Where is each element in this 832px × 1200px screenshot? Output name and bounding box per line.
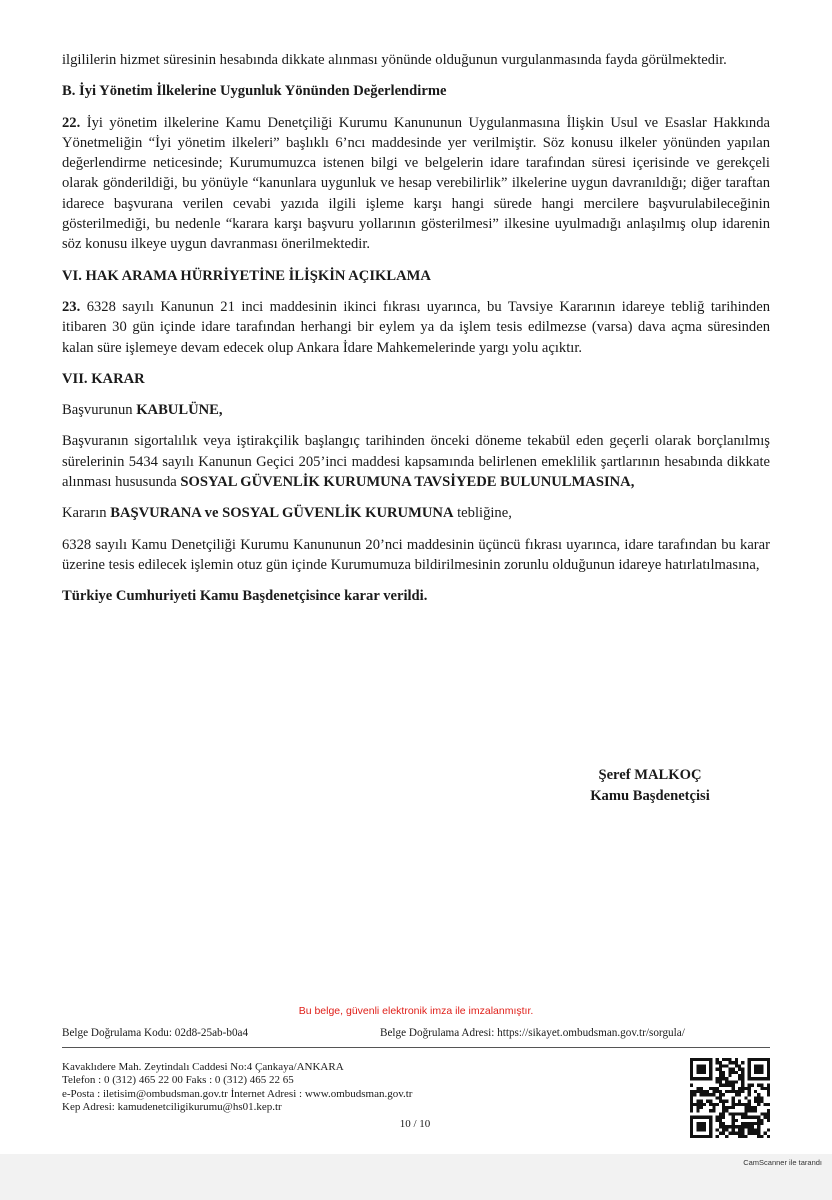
decision-bold: KABULÜNE, <box>136 402 223 419</box>
paragraph-text: İyi yönetim ilkelerine Kamu Denetçiliği Kurumu Kanununun Uygulanmasına İlişkin Usul ve Esaslar Hakkında Yönetmeliğin “İyi yönetim ilkeleri” başlıklı 6’ncı maddesinde yer verilmiştir. Söz konusu ilkeler yönünden yapılan değerlendirme neticesinde; Kurumumuzca istenen bilgi ve belgelerin idare tarafından süresi içerisinde ve gerekçeli olarak gönderildiği, bu yönüyle “kanunlara uygunluk ve hesap verebilirlik” ilkelerine uygun davranıldığı; diğer taraftan idarece başvurana verilen cevabi yazıda ilgili işleme karşı hangi sürede hangi mercilere başvurulabileceğinin gösterilmediği, bu nedenle “karara karşı başvuru yollarının gösterilmesi” ilkesine uyulmadığı anlaşılmış olup idarenin söz konusu ilkeye uygun davranması önerilmektedir. <box>62 114 770 253</box>
decision-text: tebliğine, <box>453 505 512 522</box>
decision-acceptance <box>62 400 770 420</box>
decision-text: Kararın <box>62 505 111 522</box>
paragraph-22 <box>62 113 770 255</box>
contact-address: Kavaklıdere Mah. Zeytindalı Caddesi No:4 Çankaya/ANKARA <box>62 1061 344 1073</box>
closing-statement: Türkiye Cumhuriyeti Kamu Başdenetçisince karar verildi. <box>62 588 428 605</box>
contact-kep: Kep Adresi: kamudenetciligikurumu@hs01.kep.tr <box>62 1101 282 1114</box>
scanner-label: CamScanner ile tarandı <box>743 1158 822 1167</box>
section-heading-vi: VI. HAK ARAMA HÜRRİYETİNE İLİŞKİN AÇIKLAMA <box>62 267 431 284</box>
decision-reminder: 6328 sayılı Kamu Denetçiliği Kurumu Kanununun 20’nci maddesinin üçüncü fıkrası uyarınca, idare tarafından bu karar üzerine tesis edilecek işlemin otuz gün içinde Kurumumuza bildirilmesinin zorunlu olduğunun idareye hatırlatılmasına, <box>62 536 770 573</box>
section-heading-vii: VII. KARAR <box>62 370 145 387</box>
contact-phone-fax: Telefon : 0 (312) 465 22 00 Faks : 0 (312) 465 22 65 <box>62 1074 294 1087</box>
section-heading-b: B. İyi Yönetim İlkelerine Uygunluk Yönünden Değerlendirme <box>62 83 447 100</box>
esignature-note: Bu belge, güvenli elektronik imza ile imzalanmıştır. <box>298 1005 534 1017</box>
footer-divider <box>62 1047 770 1048</box>
decision-recommendation <box>62 431 770 492</box>
signature-block <box>565 765 735 807</box>
decision-text: Başvuranın sigortalılık veya iştirakçilik başlangıç tarihinden önceki döneme tekabül eden geçerli olarak borçlanılmış sürelerinin 5434 sayılı Kanunun Geçici 205’inci maddesi kapsamında belirlenen emeklilik şartlarının hesabında dikkate alınması hususunda <box>62 433 770 491</box>
decision-bold: SOSYAL GÜVENLİK KURUMUNA TAVSİYEDE BULUNULMASINA, <box>180 474 635 491</box>
paragraph-number: 22. <box>62 114 81 131</box>
verification-code: Belge Doğrulama Kodu: 02d8-25ab-b0a4 <box>62 1027 249 1039</box>
contact-block <box>62 1061 482 1115</box>
signatory-name: Şeref MALKOÇ <box>598 767 702 783</box>
signatory-title: Kamu Başdenetçisi <box>590 788 710 804</box>
scanner-bar <box>0 1154 832 1200</box>
decision-notification <box>62 503 770 523</box>
qr-code-icon[interactable] <box>690 1058 770 1138</box>
document-body <box>62 50 770 607</box>
paragraph-text: 6328 sayılı Kanunun 21 inci maddesinin ikinci fıkrası uyarınca, bu Tavsiye Kararının idareye tebliğ tarihinden itibaren 30 gün içinde idare tarafından herhangi bir eylem ya da işlem tesis edilmezse (varsa) dava açma süresinden kalan süre işlemeye devam edecek olup Ankara İdare Mahkemelerinde yargı yolu açıktır. <box>62 298 770 356</box>
contact-email-web: e-Posta : iletisim@ombudsman.gov.tr İnternet Adresi : www.ombudsman.gov.tr <box>62 1087 413 1100</box>
intro-paragraph: ilgililerin hizmet süresinin hesabında dikkate alınması yönünde olduğunun vurgulanmasında fayda görülmektedir. <box>62 52 727 68</box>
decision-bold: BAŞVURANA ve SOSYAL GÜVENLİK KURUMUNA <box>110 505 454 522</box>
paragraph-23 <box>62 297 770 358</box>
page-number: 10 / 10 <box>399 1118 431 1130</box>
paragraph-number: 23. <box>62 298 81 315</box>
decision-text: Başvurunun <box>62 402 137 419</box>
verification-address[interactable]: Belge Doğrulama Adresi: https://sikayet.ombudsman.gov.tr/sorgula/ <box>380 1027 685 1039</box>
